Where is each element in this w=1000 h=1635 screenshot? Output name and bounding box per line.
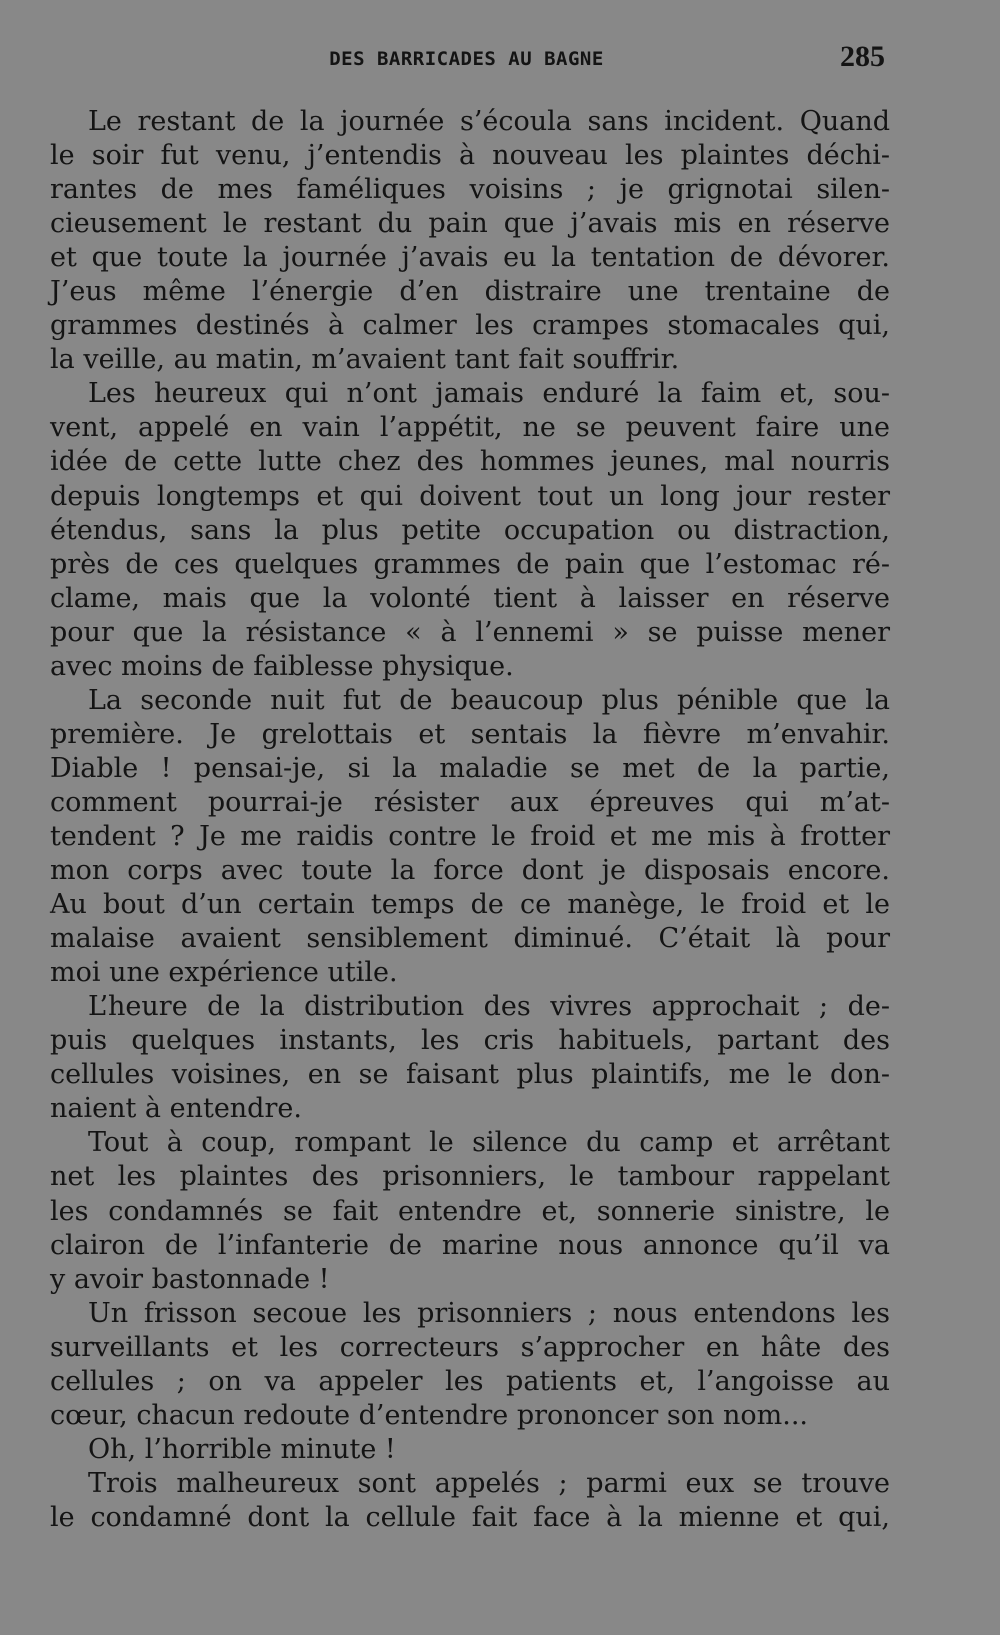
text-line: les condamnés se fait entendre et, sonnerie sinistre, le [50, 1195, 890, 1227]
text-line: Les heureux qui n’ont jamais enduré la faim et, sou- [88, 378, 890, 410]
text-line: Diable ! pensai-je, si la maladie se met de la partie, [50, 752, 890, 784]
text-line: Oh, l’horrible minute ! [88, 1433, 396, 1465]
text-line: clame, mais que la volonté tient à laisser en réserve [50, 582, 890, 614]
text-line: la veille, au matin, m’avaient tant fait souffrir. [50, 344, 680, 376]
text-line: avec moins de faiblesse physique. [50, 650, 514, 682]
text-line: et que toute la journée j’avais eu la tentation de dévorer. [50, 242, 890, 274]
text-line: malaise avaient sensiblement diminué. C’était là pour [50, 923, 890, 955]
text-line: cellules ; on va appeler les patients et, l’angoisse au [50, 1365, 890, 1397]
text-line: depuis longtemps et qui doivent tout un long jour rester [50, 480, 890, 512]
text-line: étendus, sans la plus petite occupation ou distraction, [50, 514, 890, 546]
text-line: près de ces quelques grammes de pain que l’estomac ré- [50, 548, 890, 580]
text-line: La seconde nuit fut de beaucoup plus pénible que la [88, 684, 890, 716]
text-line: cellules voisines, en se faisant plus plaintifs, me le don- [50, 1059, 890, 1091]
text-line: tendent ? Je me raidis contre le froid et me mis à frotter [50, 820, 890, 852]
text-line: clairon de l’infanterie de marine nous annonce qu’il va [50, 1229, 890, 1261]
text-line: L’heure de la distribution des vivres approchait ; de- [88, 991, 890, 1023]
text-line: comment pourrai-je résister aux épreuves qui m’at- [50, 786, 890, 818]
text-line: vent, appelé en vain l’appétit, ne se peuvent faire une [50, 412, 890, 444]
text-line: surveillants et les correcteurs s’approcher en hâte des [50, 1331, 890, 1363]
text-line: Un frisson secoue les prisonniers ; nous entendons les [88, 1297, 890, 1329]
text-line: Le restant de la journée s’écoula sans incident. Quand [88, 106, 890, 137]
text-line: net les plaintes des prisonniers, le tambour rappelant [50, 1161, 890, 1193]
text-line: mon corps avec toute la force dont je disposais encore. [50, 855, 890, 887]
text-line: pour que la résistance « à l’ennemi » se puisse mener [50, 616, 890, 648]
text-line: le soir fut venu, j’entendis à nouveau les plaintes déchi- [50, 140, 890, 172]
text-line: idée de cette lutte chez des hommes jeunes, mal nourris [50, 446, 890, 478]
page-number: 285 [840, 40, 885, 73]
text-line: cœur, chacun redoute d’entendre prononcer son nom... [50, 1399, 808, 1431]
text-line: Trois malheureux sont appelés ; parmi eux se trouve [88, 1467, 890, 1499]
text-line: moi une expérience utile. [50, 957, 398, 989]
running-title: DES BARRICADES AU BAGNE [329, 48, 604, 70]
page-header [48, 40, 885, 80]
text-line: y avoir bastonnade ! [50, 1263, 330, 1295]
text-line: J’eus même l’énergie d’en distraire une trentaine de [50, 276, 890, 308]
text-line: rantes de mes faméliques voisins ; je grignotai silen- [50, 174, 890, 206]
text-line: le condamné dont la cellule fait face à la mienne et qui, [50, 1501, 890, 1533]
text-line: Au bout d’un certain temps de ce manège, le froid et le [50, 889, 890, 921]
text-line: puis quelques instants, les cris habituels, partant des [50, 1025, 890, 1057]
text-line: cieusement le restant du pain que j’avais mis en réserve [50, 208, 890, 240]
text-line: naient à entendre. [50, 1093, 302, 1125]
text-line: grammes destinés à calmer les crampes stomacales qui, [50, 310, 890, 342]
text-line: Tout à coup, rompant le silence du camp et arrêtant [88, 1127, 890, 1159]
text-line: première. Je grelottais et sentais la fièvre m’envahir. [50, 718, 890, 750]
body-text [50, 105, 890, 1535]
